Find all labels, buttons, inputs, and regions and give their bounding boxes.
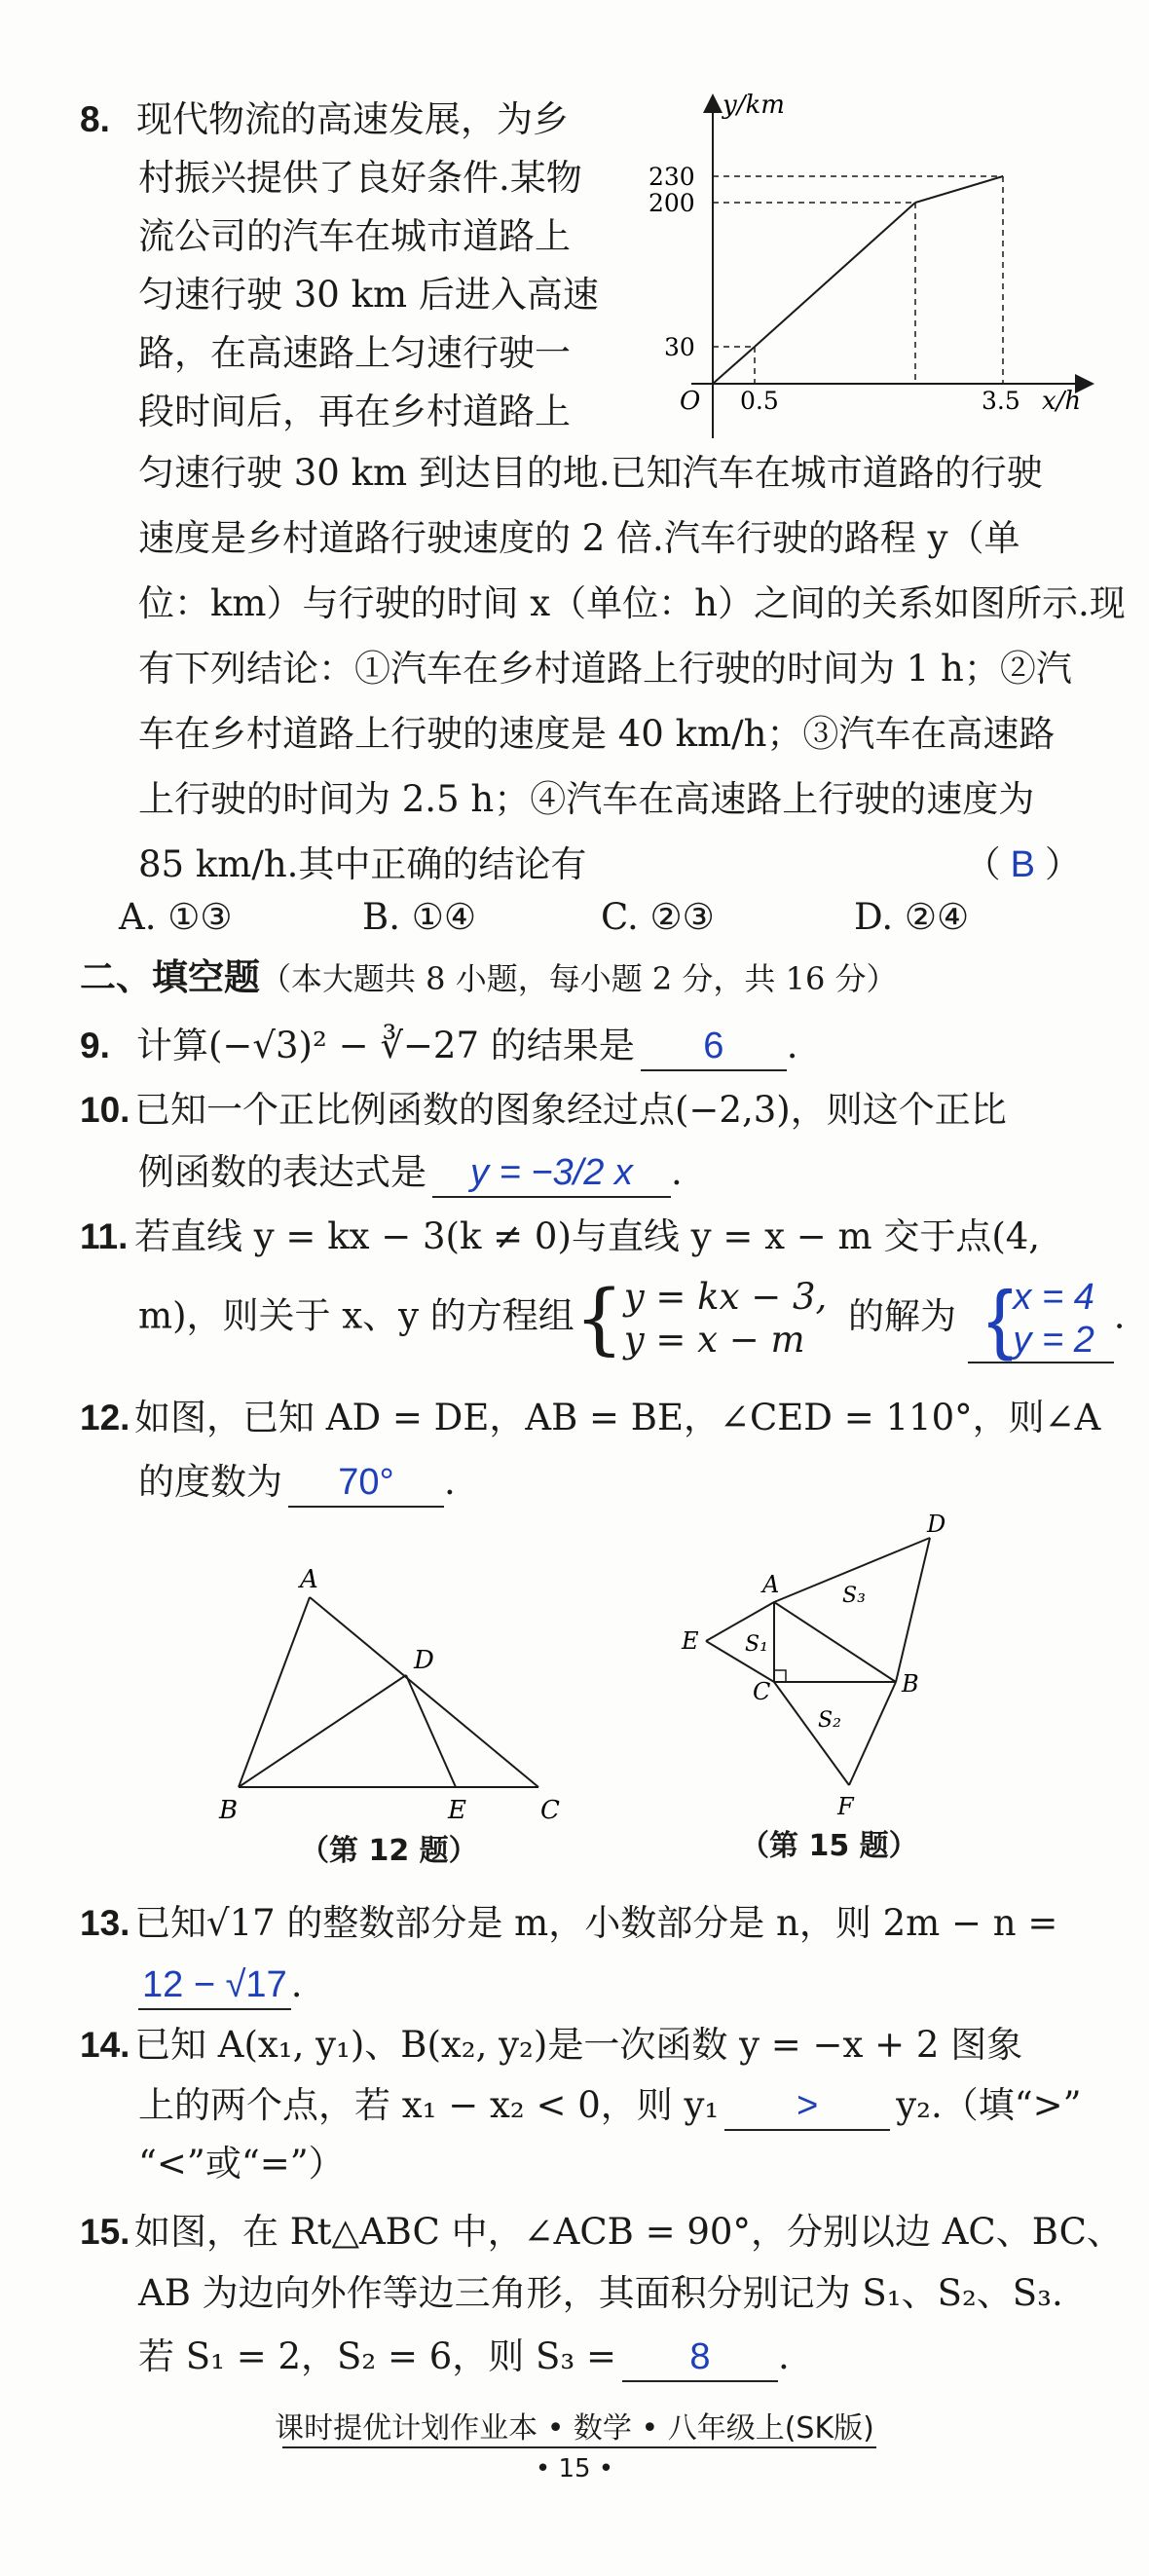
q8-option-b: B. ①④ xyxy=(362,896,477,938)
footer-rule xyxy=(282,2446,876,2448)
y-axis-label: y/km xyxy=(723,91,785,120)
q8-option-c: C. ②③ xyxy=(601,896,715,938)
q15-answer: 8 xyxy=(689,2336,711,2377)
fig15-label-c: C xyxy=(753,1678,771,1705)
footer-title: 课时提优计划作业本 • 数学 • 八年级上(SK版) xyxy=(275,2411,874,2445)
q14-answer: > xyxy=(797,2085,819,2126)
q11-line-2: m)，则关于 x、y 的方程组{y = kx − 3, y = x − m 的解为 {x = 4 y = 2. xyxy=(138,1273,1126,1363)
q14-line-3: “<”或“=”） xyxy=(138,2143,345,2184)
figure-12-caption: （第 12 题） xyxy=(300,1834,478,1868)
q8-line-5: 路，在高速路上匀速行驶一 xyxy=(138,332,571,374)
q13-answer: 12 − √17 xyxy=(142,1964,287,2005)
figure-15-caption: （第 15 题） xyxy=(740,1829,918,1863)
q14-line-2: 上的两个点，若 x₁ − x₂ < 0，则 y₁ > y₂.（填“>” xyxy=(80,2076,1091,2135)
q8-line-7: 匀速行驶 30 km 到达目的地.已知汽车在城市道路的行驶 xyxy=(138,452,1043,494)
q9-answer: 6 xyxy=(703,1026,724,1066)
q12-answer: 70° xyxy=(338,1462,394,1503)
q8-line-8: 速度是乡村道路行驶速度的 2 倍.汽车行驶的路程 y（单 xyxy=(138,517,1020,559)
fig12-label-a: A xyxy=(300,1565,318,1594)
q8-line-12: 上行驶的时间为 2.5 h；④汽车在高速路上行驶的速度为 xyxy=(138,778,1035,820)
fig15-label-s1: S₁ xyxy=(745,1632,768,1657)
fig12-label-e: E xyxy=(448,1796,466,1825)
q10-line-2: 例函数的表达式是 y = −3/2 x . xyxy=(80,1143,1091,1202)
q8-option-a: A. ①③ xyxy=(119,896,233,938)
tick-0-5: 0.5 xyxy=(740,387,779,415)
q8-answer: B xyxy=(1010,844,1035,885)
fig15-label-b: B xyxy=(902,1670,919,1698)
q15-line-3: 若 S₁ = 2，S₂ = 6，则 S₃ = 8 . xyxy=(80,2328,1091,2386)
origin-label: O xyxy=(680,387,701,416)
q8-line-4: 匀速行驶 30 km 后进入高速 xyxy=(138,274,599,316)
series-line xyxy=(915,176,1003,203)
figure-15 xyxy=(662,1505,974,1816)
q8-line-1: 8. 现代物流的高速发展，为乡 xyxy=(80,91,1091,149)
q13-line-2: 12 − √17 . xyxy=(80,1956,1091,2014)
q15-line-2: AB 为边向外作等边三角形，其面积分别记为 S₁、S₂、S₃. xyxy=(138,2272,1063,2314)
fig15-label-d: D xyxy=(927,1511,946,1538)
figure-12 xyxy=(204,1553,584,1836)
q11-line-1: 11. 若直线 y = kx − 3(k ≠ 0)与直线 y = x − m 交于点(4, xyxy=(80,1215,1041,1257)
x-axis-label: x/h xyxy=(1042,387,1082,416)
fig15-label-e: E xyxy=(682,1627,699,1655)
fig12-label-c: C xyxy=(540,1796,560,1825)
page-number: • 15 • xyxy=(535,2454,614,2483)
section-2-heading: 二、填空题（本大题共 8 小题，每小题 2 分，共 16 分） xyxy=(80,956,898,998)
q8-answer-paren: （ B ） xyxy=(964,843,1081,885)
q12-line-2: 的度数为 70° . xyxy=(80,1453,1091,1512)
fig12-label-b: B xyxy=(219,1796,239,1825)
q8-line-3: 流公司的汽车在城市道路上 xyxy=(138,215,571,257)
tick-230: 230 xyxy=(649,163,695,191)
q13-line-1: 13. 已知√17 的整数部分是 m，小数部分是 n，则 2m − n = xyxy=(80,1902,1058,1944)
q10-line-1: 10. 已知一个正比例函数的图象经过点(−2,3)，则这个正比 xyxy=(80,1089,1007,1131)
q12-line-1: 12. 如图，已知 AD = DE，AB = BE，∠CED = 110°，则∠A xyxy=(80,1397,1101,1438)
tick-200: 200 xyxy=(649,189,695,217)
fig15-label-s2: S₂ xyxy=(818,1708,841,1733)
q8-line-9: 位：km）与行驶的时间 x（单位：h）之间的关系如图所示.现 xyxy=(138,582,1126,624)
q11-answer: {x = 4 y = 2 xyxy=(968,1276,1114,1363)
q9: 9. 计算(−√3)² − ∛−27 的结果是 6 . xyxy=(80,1017,1091,1075)
q8-distance-time-graph xyxy=(604,78,1110,448)
series-line xyxy=(755,203,915,347)
q11-system: y = kx − 3, y = x − m xyxy=(623,1276,828,1361)
q8-line-2: 村振兴提供了良好条件.某物 xyxy=(138,157,582,199)
tick-3-5: 3.5 xyxy=(982,387,1020,415)
fig12-label-d: D xyxy=(414,1646,434,1675)
q8-line-13: 85 km/h.其中正确的结论有 （ B ） xyxy=(80,836,1091,894)
q14-line-1: 14. 已知 A(x₁, y₁)、B(x₂, y₂)是一次函数 y = −x + 2 图象 xyxy=(80,2024,1023,2066)
fig15-label-a: A xyxy=(762,1571,780,1598)
series-line xyxy=(713,347,755,384)
q10-answer: y = −3/2 x xyxy=(470,1152,633,1193)
q8-number: 8. xyxy=(80,99,110,139)
q15-line-1: 15. 如图，在 Rt△ABC 中，∠ACB = 90°，分别以边 AC、BC、 xyxy=(80,2211,1123,2253)
fig15-label-f: F xyxy=(837,1793,854,1816)
q8-line-11: 车在乡村道路上行驶的速度是 40 km/h；③汽车在高速路 xyxy=(138,713,1056,755)
fig15-label-s3: S₃ xyxy=(842,1584,866,1608)
q8-line-6: 段时间后，再在乡村道路上 xyxy=(138,391,571,432)
q8-line-10: 有下列结论：①汽车在乡村道路上行驶的时间为 1 h；②汽 xyxy=(138,648,1072,690)
tick-30: 30 xyxy=(664,333,695,361)
q8-options xyxy=(80,888,1091,947)
q8-option-d: D. ②④ xyxy=(854,896,970,938)
